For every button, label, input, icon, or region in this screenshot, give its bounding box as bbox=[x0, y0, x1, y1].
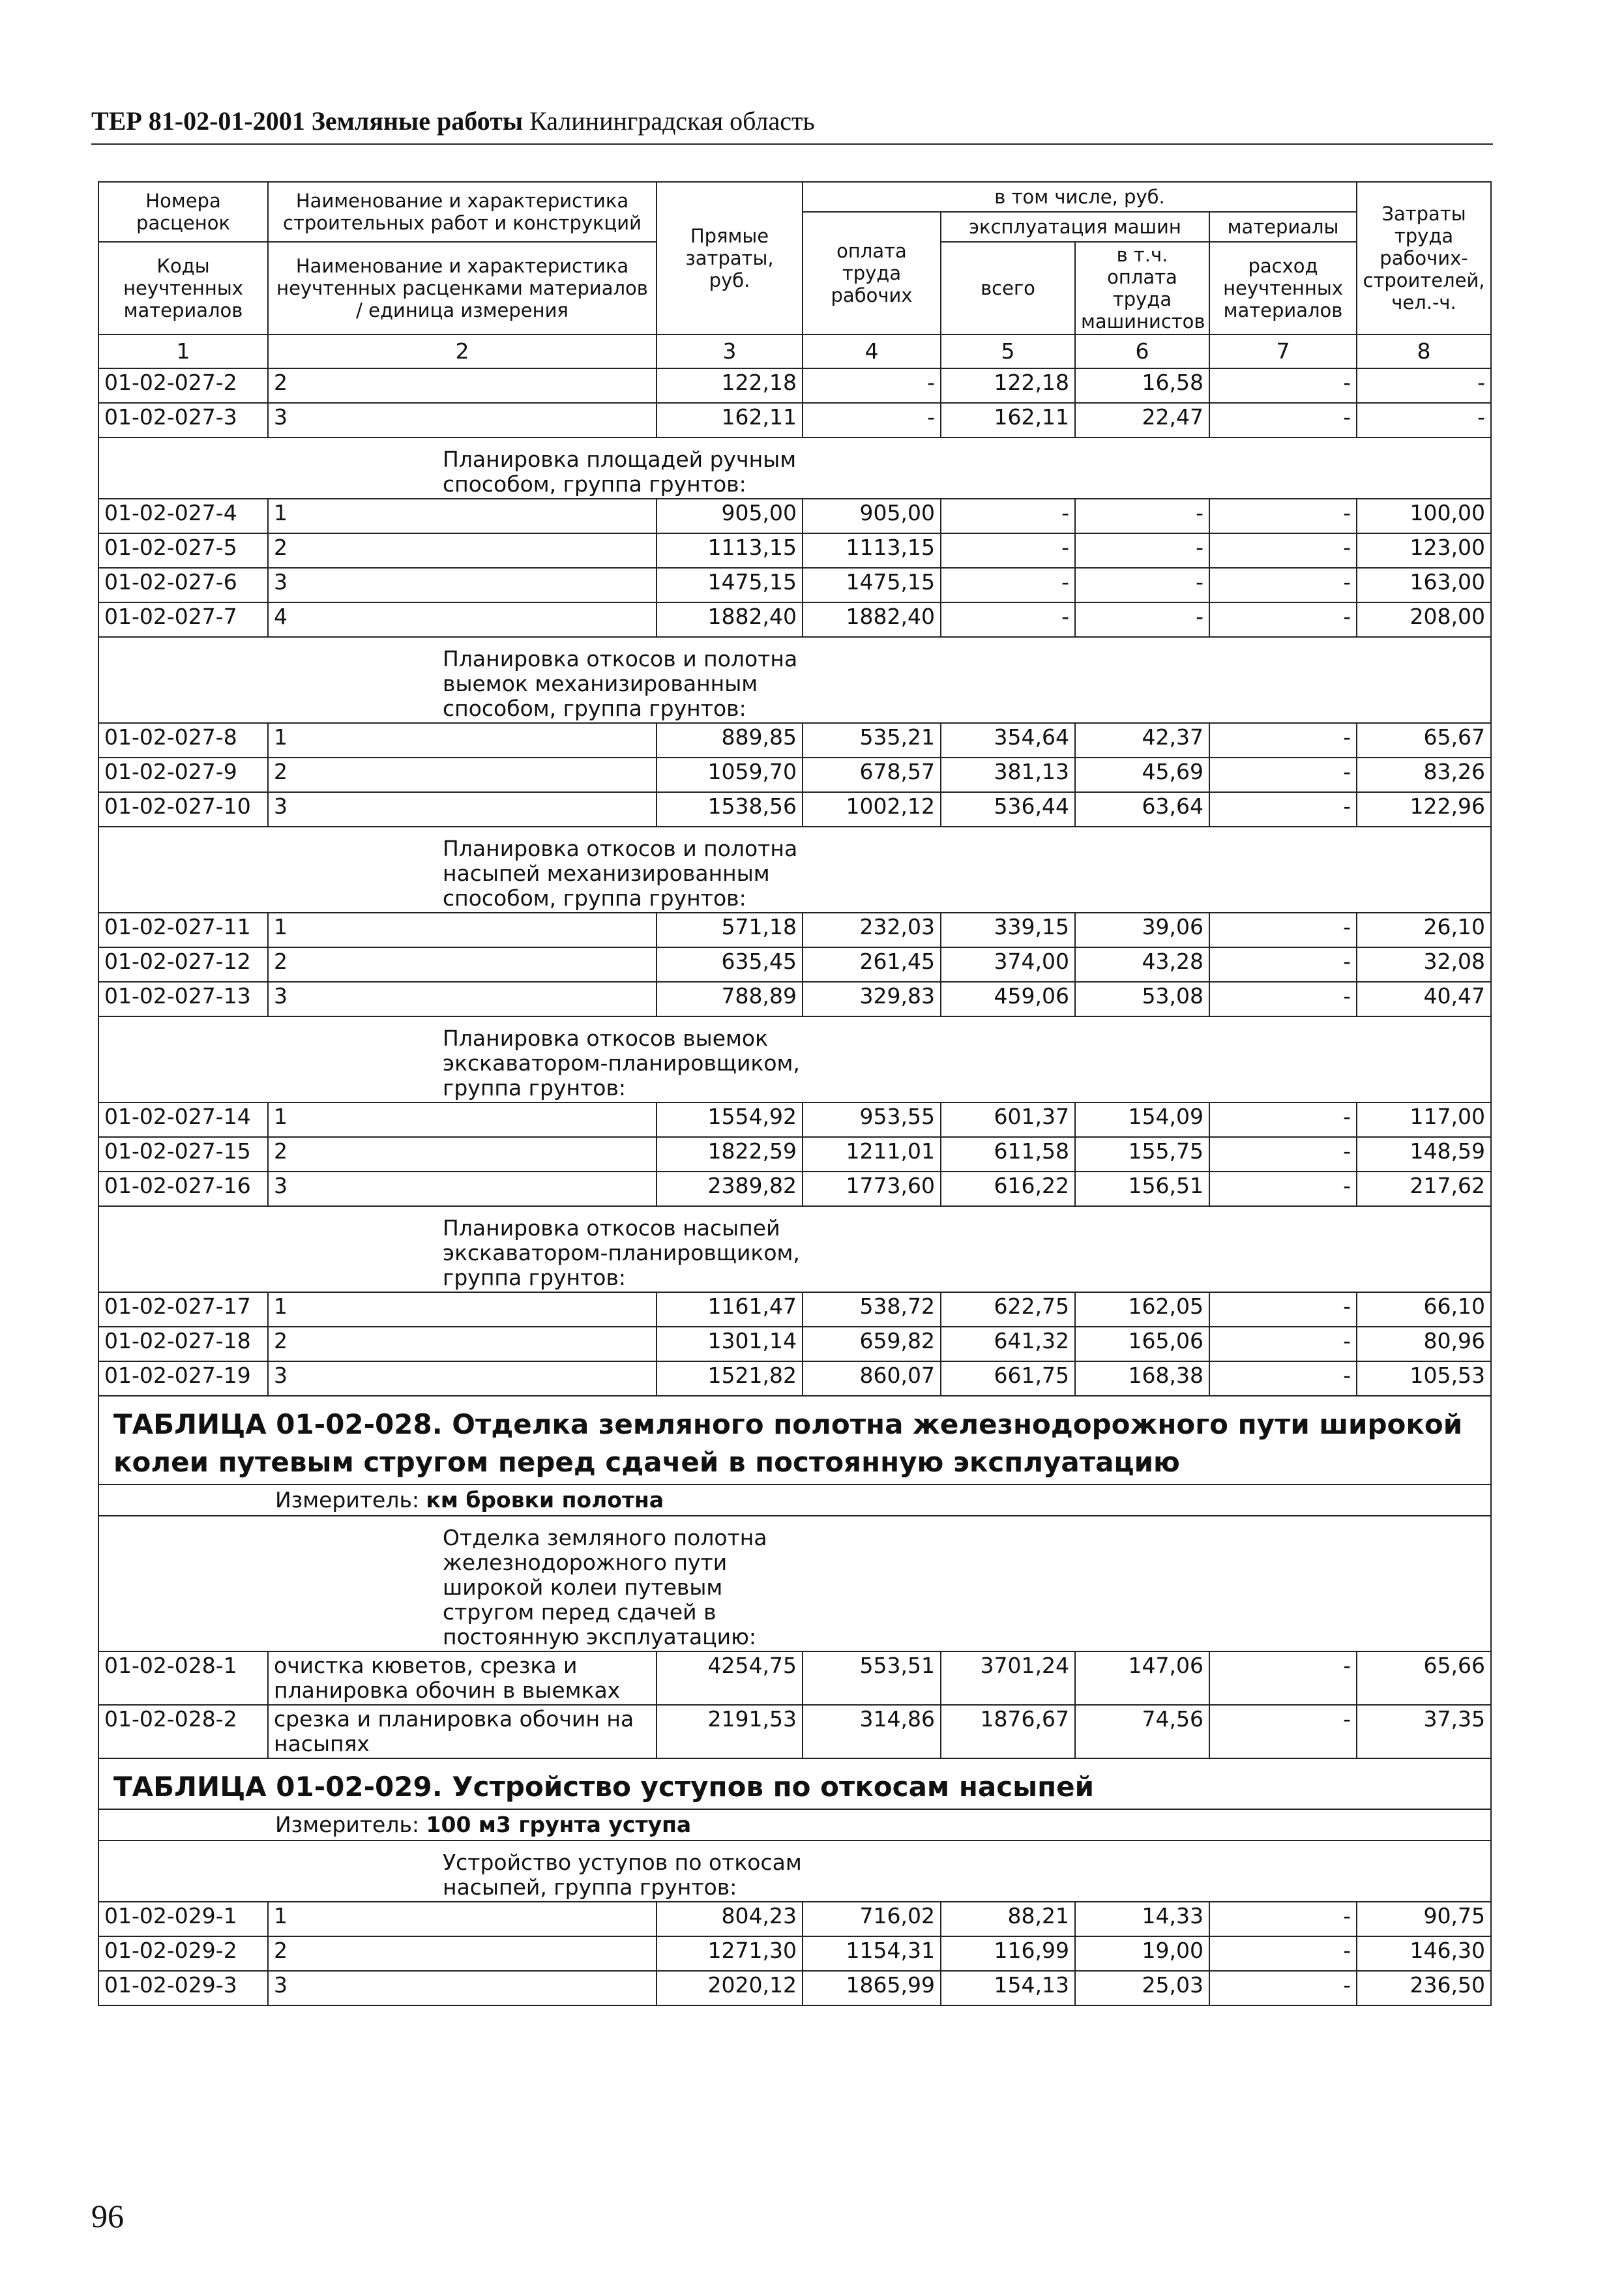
rate-code-cell: 01-02-027-15 bbox=[98, 1137, 268, 1172]
value-cell: 1211,01 bbox=[803, 1137, 941, 1172]
value-cell: - bbox=[941, 533, 1075, 568]
machines-heading: эксплуатация машин bbox=[941, 212, 1209, 242]
rate-code-cell: 01-02-028-1 bbox=[98, 1651, 268, 1705]
section-row bbox=[98, 1516, 1491, 1651]
table-row bbox=[98, 1361, 1491, 1396]
section-spacer bbox=[98, 1840, 268, 1902]
value-cell: - bbox=[1209, 533, 1357, 568]
value-cell: 716,02 bbox=[803, 1902, 941, 1936]
description-cell: 2 bbox=[268, 947, 657, 982]
value-cell: 354,64 bbox=[941, 723, 1075, 758]
value-cell: 43,28 bbox=[1075, 947, 1209, 982]
value-cell: 42,37 bbox=[1075, 723, 1209, 758]
value-cell: 1271,30 bbox=[657, 1936, 803, 1971]
measure-row bbox=[98, 1485, 1491, 1516]
value-cell: 217,62 bbox=[1357, 1172, 1491, 1206]
value-cell: 1161,47 bbox=[657, 1292, 803, 1327]
value-cell: 1059,70 bbox=[657, 758, 803, 792]
value-cell: - bbox=[1357, 403, 1491, 437]
table-row bbox=[98, 368, 1491, 403]
value-cell: - bbox=[941, 602, 1075, 637]
col2-bottom-heading: Наименование и характеристика неучтенных расценками материалов / единица измерения bbox=[268, 242, 657, 334]
table-row bbox=[98, 403, 1491, 437]
value-cell: 2191,53 bbox=[657, 1705, 803, 1758]
rate-code-cell: 01-02-027-7 bbox=[98, 602, 268, 637]
value-cell: 19,00 bbox=[1075, 1936, 1209, 1971]
measure-cell bbox=[98, 1485, 1491, 1516]
value-cell: 74,56 bbox=[1075, 1705, 1209, 1758]
value-cell: 63,64 bbox=[1075, 792, 1209, 827]
value-cell: 1865,99 bbox=[803, 1971, 941, 2005]
value-cell: 147,06 bbox=[1075, 1651, 1209, 1705]
rate-code-cell: 01-02-027-16 bbox=[98, 1172, 268, 1206]
value-cell: 155,75 bbox=[1075, 1137, 1209, 1172]
rate-code-cell: 01-02-027-10 bbox=[98, 792, 268, 827]
description-cell: 3 bbox=[268, 982, 657, 1016]
table-row bbox=[98, 1327, 1491, 1361]
value-cell: - bbox=[941, 499, 1075, 533]
value-cell: - bbox=[1209, 403, 1357, 437]
value-cell: - bbox=[803, 403, 941, 437]
value-cell: - bbox=[1209, 947, 1357, 982]
value-cell: 1882,40 bbox=[803, 602, 941, 637]
value-cell: 1538,56 bbox=[657, 792, 803, 827]
value-cell: 148,59 bbox=[1357, 1137, 1491, 1172]
value-cell: 1301,14 bbox=[657, 1327, 803, 1361]
value-cell: 66,10 bbox=[1357, 1292, 1491, 1327]
value-cell: 208,00 bbox=[1357, 602, 1491, 637]
col-num: 7 bbox=[1209, 334, 1357, 368]
section-name: Земляные работы bbox=[311, 106, 524, 136]
value-cell: - bbox=[1209, 758, 1357, 792]
value-cell: - bbox=[1209, 1936, 1357, 1971]
value-cell: 45,69 bbox=[1075, 758, 1209, 792]
table-029-title-row bbox=[98, 1758, 1491, 1809]
value-cell: 661,75 bbox=[941, 1361, 1075, 1396]
value-cell: 156,51 bbox=[1075, 1172, 1209, 1206]
value-cell: 26,10 bbox=[1357, 913, 1491, 947]
rate-code-cell: 01-02-027-19 bbox=[98, 1361, 268, 1396]
value-cell: 37,35 bbox=[1357, 1705, 1491, 1758]
section-row bbox=[98, 827, 1491, 913]
value-cell: 339,15 bbox=[941, 913, 1075, 947]
section-heading bbox=[268, 1516, 1491, 1651]
value-cell: 905,00 bbox=[803, 499, 941, 533]
value-cell: - bbox=[1075, 499, 1209, 533]
value-cell: 80,96 bbox=[1357, 1327, 1491, 1361]
section-spacer bbox=[98, 1016, 268, 1102]
value-cell: 122,18 bbox=[941, 368, 1075, 403]
value-cell: 65,66 bbox=[1357, 1651, 1491, 1705]
value-cell: 117,00 bbox=[1357, 1102, 1491, 1137]
value-cell: 22,47 bbox=[1075, 403, 1209, 437]
value-cell: 1882,40 bbox=[657, 602, 803, 637]
description-cell: 2 bbox=[268, 1327, 657, 1361]
value-cell: - bbox=[1209, 368, 1357, 403]
description-cell: 2 bbox=[268, 533, 657, 568]
value-cell: 1113,15 bbox=[657, 533, 803, 568]
description-cell: 1 bbox=[268, 1102, 657, 1137]
value-cell: 1475,15 bbox=[803, 568, 941, 602]
measure-value: 100 м3 грунта уступа bbox=[426, 1812, 692, 1837]
value-cell: - bbox=[1209, 1327, 1357, 1361]
value-cell: 90,75 bbox=[1357, 1902, 1491, 1936]
value-cell: 162,11 bbox=[941, 403, 1075, 437]
value-cell: 953,55 bbox=[803, 1102, 941, 1137]
table-028-title-row bbox=[98, 1396, 1491, 1485]
section-spacer bbox=[98, 1516, 268, 1651]
region-name: Калининградская область bbox=[529, 106, 815, 136]
section-heading bbox=[268, 1016, 1491, 1102]
description-cell: 3 bbox=[268, 792, 657, 827]
value-cell: 659,82 bbox=[803, 1327, 941, 1361]
value-cell: 154,13 bbox=[941, 1971, 1075, 2005]
value-cell: - bbox=[1209, 792, 1357, 827]
header-divider bbox=[91, 143, 1493, 145]
section-heading-text: Планировка откосов насыпей экскаватором-планировщиком, группа грунтов: bbox=[443, 1215, 800, 1290]
description-cell: 1 bbox=[268, 499, 657, 533]
value-cell: 601,37 bbox=[941, 1102, 1075, 1137]
rate-code-cell: 01-02-027-8 bbox=[98, 723, 268, 758]
value-cell: 1521,82 bbox=[657, 1361, 803, 1396]
section-spacer bbox=[98, 827, 268, 913]
value-cell: 168,38 bbox=[1075, 1361, 1209, 1396]
col-num: 8 bbox=[1357, 334, 1491, 368]
value-cell: 123,00 bbox=[1357, 533, 1491, 568]
table-row bbox=[98, 758, 1491, 792]
measure bbox=[275, 1812, 691, 1837]
value-cell: 53,08 bbox=[1075, 982, 1209, 1016]
value-cell: 1154,31 bbox=[803, 1936, 941, 1971]
rate-code-cell: 01-02-027-2 bbox=[98, 368, 268, 403]
col3-heading: Прямые затраты, руб. bbox=[657, 182, 803, 334]
value-cell: 105,53 bbox=[1357, 1361, 1491, 1396]
value-cell: 678,57 bbox=[803, 758, 941, 792]
value-cell: - bbox=[1209, 1361, 1357, 1396]
value-cell: 65,67 bbox=[1357, 723, 1491, 758]
description-cell: 3 bbox=[268, 1172, 657, 1206]
rate-code-cell: 01-02-027-14 bbox=[98, 1102, 268, 1137]
description-cell: 2 bbox=[268, 1137, 657, 1172]
value-cell: 622,75 bbox=[941, 1292, 1075, 1327]
table-row bbox=[98, 568, 1491, 602]
value-cell: 804,23 bbox=[657, 1902, 803, 1936]
column-number-row bbox=[98, 334, 1491, 368]
rate-code-cell: 01-02-027-17 bbox=[98, 1292, 268, 1327]
section-heading-text: Отделка земляного полотна железнодорожного пути широкой колеи путевым стругом перед сдачей в постоянную эксплуатацию: bbox=[443, 1525, 767, 1649]
value-cell: 154,09 bbox=[1075, 1102, 1209, 1137]
table-row bbox=[98, 1902, 1491, 1936]
value-cell: 163,00 bbox=[1357, 568, 1491, 602]
section-heading bbox=[268, 637, 1491, 723]
value-cell: 535,21 bbox=[803, 723, 941, 758]
value-cell: 374,00 bbox=[941, 947, 1075, 982]
col2-top-heading: Наименование и характеристика строительных работ и конструкций bbox=[268, 182, 657, 242]
table-row bbox=[98, 1971, 1491, 2005]
value-cell: - bbox=[1075, 533, 1209, 568]
description-cell: 3 bbox=[268, 568, 657, 602]
col4-heading: оплата труда рабочих bbox=[803, 212, 941, 334]
table-row bbox=[98, 533, 1491, 568]
col-num: 1 bbox=[98, 334, 268, 368]
value-cell: - bbox=[1209, 982, 1357, 1016]
value-cell: 616,22 bbox=[941, 1172, 1075, 1206]
section-heading bbox=[268, 1206, 1491, 1292]
rate-code-cell: 01-02-027-13 bbox=[98, 982, 268, 1016]
document-code: ТЕР 81-02-01-2001 bbox=[91, 106, 305, 136]
description-cell: 1 bbox=[268, 723, 657, 758]
value-cell: 88,21 bbox=[941, 1902, 1075, 1936]
value-cell: 1554,92 bbox=[657, 1102, 803, 1137]
section-heading bbox=[268, 437, 1491, 499]
section-heading bbox=[268, 827, 1491, 913]
page-number: 96 bbox=[91, 2198, 124, 2234]
description-cell: 1 bbox=[268, 1902, 657, 1936]
value-cell: - bbox=[1075, 568, 1209, 602]
col-num: 2 bbox=[268, 334, 657, 368]
value-cell: - bbox=[1209, 1902, 1357, 1936]
value-cell: 538,72 bbox=[803, 1292, 941, 1327]
value-cell: - bbox=[803, 368, 941, 403]
section-heading-text: Планировка откосов и полотна выемок механизированным способом, группа грунтов: bbox=[443, 646, 798, 721]
description-cell: очистка кюветов, срезка и планировка обочин в выемках bbox=[268, 1651, 657, 1705]
description-cell: 2 bbox=[268, 758, 657, 792]
rate-code-cell: 01-02-029-1 bbox=[98, 1902, 268, 1936]
table-title: ТАБЛИЦА 01-02-029. Устройство уступов по откосам насыпей bbox=[98, 1758, 1491, 1809]
description-cell: 3 bbox=[268, 403, 657, 437]
value-cell: 162,05 bbox=[1075, 1292, 1209, 1327]
rates-table bbox=[98, 181, 1492, 2006]
value-cell: 39,06 bbox=[1075, 913, 1209, 947]
value-cell: 100,00 bbox=[1357, 499, 1491, 533]
rate-code-cell: 01-02-027-11 bbox=[98, 913, 268, 947]
value-cell: 571,18 bbox=[657, 913, 803, 947]
value-cell: - bbox=[1209, 1651, 1357, 1705]
col-num: 6 bbox=[1075, 334, 1209, 368]
value-cell: 905,00 bbox=[657, 499, 803, 533]
value-cell: 32,08 bbox=[1357, 947, 1491, 982]
col6-heading: в т.ч. оплата труда машинистов bbox=[1075, 242, 1209, 334]
rate-code-cell: 01-02-027-9 bbox=[98, 758, 268, 792]
measure-cell bbox=[98, 1809, 1491, 1840]
table-row bbox=[98, 792, 1491, 827]
section-heading bbox=[268, 1840, 1491, 1902]
section-heading-text: Планировка площадей ручным способом, группа грунтов: bbox=[443, 447, 797, 497]
rate-code-cell: 01-02-028-2 bbox=[98, 1705, 268, 1758]
value-cell: 860,07 bbox=[803, 1361, 941, 1396]
description-cell: 1 bbox=[268, 1292, 657, 1327]
rate-code-cell: 01-02-027-6 bbox=[98, 568, 268, 602]
section-spacer bbox=[98, 637, 268, 723]
description-cell: 3 bbox=[268, 1361, 657, 1396]
table-title: ТАБЛИЦА 01-02-028. Отделка земляного полотна железнодорожного пути широкой колеи путевым стругом перед сдачей в постоянную эксплуатацию bbox=[98, 1396, 1491, 1485]
incl-heading: в том числе, руб. bbox=[803, 182, 1357, 212]
value-cell: 641,32 bbox=[941, 1327, 1075, 1361]
value-cell: 459,06 bbox=[941, 982, 1075, 1016]
value-cell: 889,85 bbox=[657, 723, 803, 758]
value-cell: - bbox=[1209, 723, 1357, 758]
value-cell: 146,30 bbox=[1357, 1936, 1491, 1971]
value-cell: 16,58 bbox=[1075, 368, 1209, 403]
value-cell: 83,26 bbox=[1357, 758, 1491, 792]
section-row bbox=[98, 637, 1491, 723]
col1-top-heading: Номера расценок bbox=[98, 182, 268, 242]
value-cell: 122,18 bbox=[657, 368, 803, 403]
value-cell: 232,03 bbox=[803, 913, 941, 947]
section-heading-text: Планировка откосов выемок экскаватором-планировщиком, группа грунтов: bbox=[443, 1026, 800, 1101]
value-cell: 1822,59 bbox=[657, 1137, 803, 1172]
measure-value: км бровки полотна bbox=[426, 1487, 664, 1513]
value-cell: 314,86 bbox=[803, 1705, 941, 1758]
value-cell: - bbox=[1209, 1971, 1357, 2005]
value-cell: - bbox=[1209, 1172, 1357, 1206]
rate-code-cell: 01-02-027-18 bbox=[98, 1327, 268, 1361]
measure bbox=[275, 1488, 664, 1513]
value-cell: - bbox=[1075, 602, 1209, 637]
measure-label: Измеритель: bbox=[275, 1812, 420, 1837]
description-cell: 4 bbox=[268, 602, 657, 637]
rate-code-cell: 01-02-027-4 bbox=[98, 499, 268, 533]
header-row-1 bbox=[98, 182, 1491, 212]
value-cell: 4254,75 bbox=[657, 1651, 803, 1705]
value-cell: - bbox=[1209, 1292, 1357, 1327]
value-cell: 2389,82 bbox=[657, 1172, 803, 1206]
value-cell: 1113,15 bbox=[803, 533, 941, 568]
rate-code-cell: 01-02-029-3 bbox=[98, 1971, 268, 2005]
section-row bbox=[98, 1206, 1491, 1292]
col-num: 4 bbox=[803, 334, 941, 368]
description-cell: 1 bbox=[268, 913, 657, 947]
value-cell: 381,13 bbox=[941, 758, 1075, 792]
table-row bbox=[98, 947, 1491, 982]
section-row bbox=[98, 1840, 1491, 1902]
col5-heading: всего bbox=[941, 242, 1075, 334]
value-cell: 261,45 bbox=[803, 947, 941, 982]
value-cell: 536,44 bbox=[941, 792, 1075, 827]
table-row bbox=[98, 1137, 1491, 1172]
description-cell: 3 bbox=[268, 1971, 657, 2005]
value-cell: - bbox=[1209, 1137, 1357, 1172]
value-cell: 165,06 bbox=[1075, 1327, 1209, 1361]
rate-code-cell: 01-02-029-2 bbox=[98, 1936, 268, 1971]
section-heading-text: Планировка откосов и полотна насыпей механизированным способом, группа грунтов: bbox=[443, 836, 798, 911]
table-row bbox=[98, 499, 1491, 533]
value-cell: 3701,24 bbox=[941, 1651, 1075, 1705]
value-cell: 122,96 bbox=[1357, 792, 1491, 827]
col7-heading: расход неучтенных материалов bbox=[1209, 242, 1357, 334]
table-row bbox=[98, 982, 1491, 1016]
value-cell: 162,11 bbox=[657, 403, 803, 437]
description-cell: 2 bbox=[268, 1936, 657, 1971]
value-cell: - bbox=[1357, 368, 1491, 403]
value-cell: 2020,12 bbox=[657, 1971, 803, 2005]
materials-heading: материалы bbox=[1209, 212, 1357, 242]
col-num: 5 bbox=[941, 334, 1075, 368]
table-row bbox=[98, 602, 1491, 637]
value-cell: 329,83 bbox=[803, 982, 941, 1016]
value-cell: - bbox=[1209, 568, 1357, 602]
value-cell: 1002,12 bbox=[803, 792, 941, 827]
rate-code-cell: 01-02-027-12 bbox=[98, 947, 268, 982]
value-cell: - bbox=[941, 568, 1075, 602]
value-cell: 1773,60 bbox=[803, 1172, 941, 1206]
value-cell: 40,47 bbox=[1357, 982, 1491, 1016]
value-cell: 25,03 bbox=[1075, 1971, 1209, 2005]
table-row bbox=[98, 1705, 1491, 1758]
table-row bbox=[98, 1651, 1491, 1705]
table-row bbox=[98, 1936, 1491, 1971]
section-spacer bbox=[98, 437, 268, 499]
value-cell: - bbox=[1209, 499, 1357, 533]
value-cell: 611,58 bbox=[941, 1137, 1075, 1172]
value-cell: 116,99 bbox=[941, 1936, 1075, 1971]
measure-label: Измеритель: bbox=[275, 1487, 420, 1513]
col1-bottom-heading: Коды неучтенных материалов bbox=[98, 242, 268, 334]
rate-code-cell: 01-02-027-3 bbox=[98, 403, 268, 437]
col8-heading: Затраты труда рабочих-строителей, чел.-ч. bbox=[1357, 182, 1491, 334]
description-cell: 2 bbox=[268, 368, 657, 403]
value-cell: - bbox=[1209, 1705, 1357, 1758]
section-row bbox=[98, 1016, 1491, 1102]
value-cell: 635,45 bbox=[657, 947, 803, 982]
description-cell: срезка и планировка обочин на насыпях bbox=[268, 1705, 657, 1758]
measure-row bbox=[98, 1809, 1491, 1840]
col-num: 3 bbox=[657, 334, 803, 368]
value-cell: - bbox=[1209, 913, 1357, 947]
value-cell: - bbox=[1209, 602, 1357, 637]
table-row bbox=[98, 1102, 1491, 1137]
rate-code-cell: 01-02-027-5 bbox=[98, 533, 268, 568]
table-row bbox=[98, 1172, 1491, 1206]
value-cell: 1475,15 bbox=[657, 568, 803, 602]
section-row bbox=[98, 437, 1491, 499]
value-cell: 236,50 bbox=[1357, 1971, 1491, 2005]
value-cell: 553,51 bbox=[803, 1651, 941, 1705]
section-spacer bbox=[98, 1206, 268, 1292]
table-row bbox=[98, 913, 1491, 947]
value-cell: 1876,67 bbox=[941, 1705, 1075, 1758]
table-row bbox=[98, 1292, 1491, 1327]
section-heading-text: Устройство уступов по откосам насыпей, группа грунтов: bbox=[443, 1850, 802, 1900]
value-cell: 788,89 bbox=[657, 982, 803, 1016]
value-cell: 14,33 bbox=[1075, 1902, 1209, 1936]
value-cell: - bbox=[1209, 1102, 1357, 1137]
page-header bbox=[91, 103, 1493, 140]
table-row bbox=[98, 723, 1491, 758]
